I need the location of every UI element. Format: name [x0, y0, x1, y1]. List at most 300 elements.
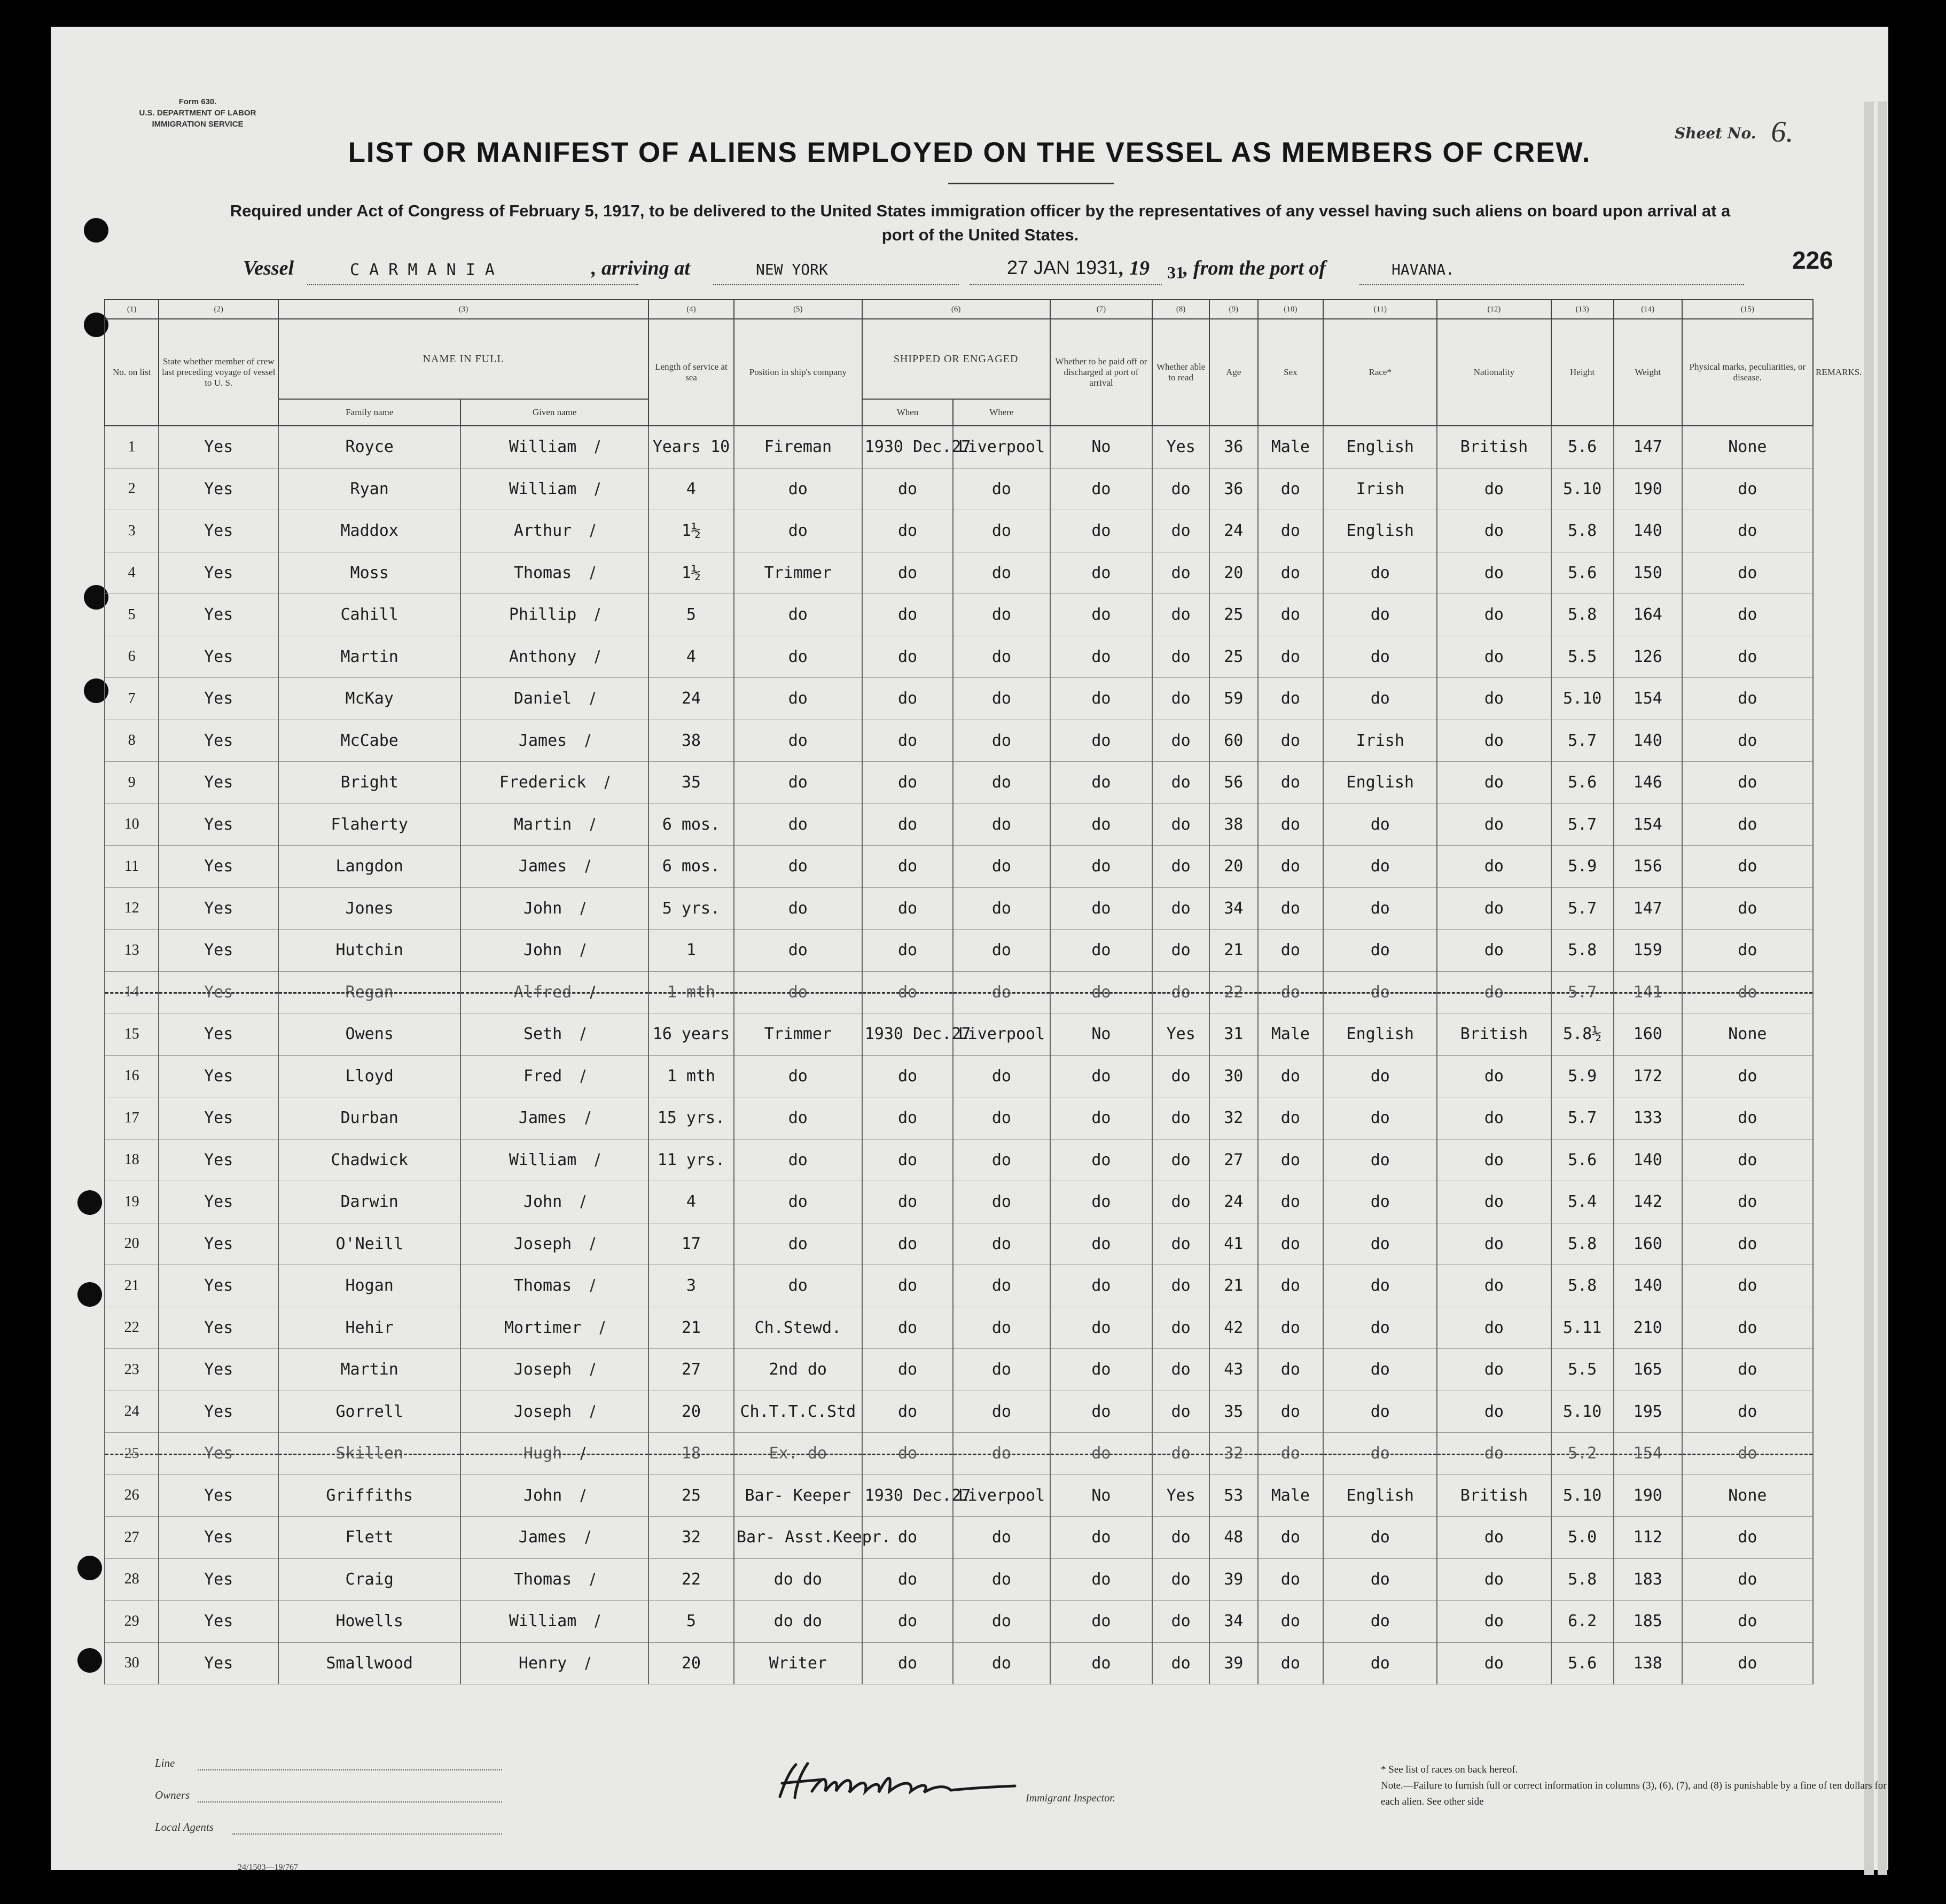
length-value: 6 mos.: [662, 857, 721, 876]
cell-family: [278, 1642, 460, 1684]
cell-family: [278, 636, 460, 678]
family-value: Gorrell: [335, 1402, 403, 1421]
line-label: Line: [155, 1757, 175, 1769]
cell-height: [1551, 1517, 1614, 1559]
cell-when: [862, 1181, 954, 1223]
cell-race: [1323, 1265, 1437, 1307]
cell-no: [105, 1223, 159, 1265]
cell-race: [1323, 1223, 1437, 1265]
age-value: 39: [1224, 1653, 1244, 1673]
cell-where: [953, 1055, 1050, 1097]
col-num: (6): [862, 300, 1050, 319]
nationality-value: do: [1484, 521, 1504, 541]
weight-value: 150: [1633, 563, 1662, 582]
length-value: 5 yrs.: [662, 899, 721, 918]
family-value: O'Neill: [335, 1234, 403, 1253]
punch-hole: [77, 1648, 102, 1673]
check-mark-icon: ∕: [585, 731, 591, 750]
cell-position: [734, 678, 862, 720]
cell-where: [953, 426, 1050, 468]
col-num: (14): [1614, 300, 1682, 319]
no-value: 16: [124, 1067, 139, 1084]
state-value: Yes: [204, 815, 233, 834]
crew-row: [105, 1517, 1813, 1559]
cell-no: [105, 1013, 159, 1056]
column-number-row: [105, 300, 1813, 319]
nationality-value: do: [1484, 563, 1504, 582]
height-value: 5.0: [1568, 1528, 1597, 1547]
state-value: Yes: [204, 773, 233, 792]
cell-paid: [1050, 1642, 1153, 1684]
race-value: do: [1370, 1360, 1390, 1379]
state-value: Yes: [204, 1528, 233, 1547]
cell-race: [1323, 720, 1437, 762]
cell-race: [1323, 1558, 1437, 1601]
age-value: 34: [1224, 1612, 1244, 1631]
check-mark-icon: ∕: [580, 1066, 586, 1086]
cell-when: [862, 468, 954, 510]
cell-paid: [1050, 1097, 1153, 1140]
cell-sex: [1258, 1223, 1324, 1265]
cell-where: [953, 1391, 1050, 1433]
read-value: do: [1171, 1109, 1191, 1128]
given-value: Fred: [523, 1066, 562, 1086]
read-value: do: [1171, 563, 1191, 582]
physical-value: do: [1738, 647, 1757, 666]
cell-no: [105, 510, 159, 552]
weight-value: 140: [1633, 1276, 1662, 1296]
family-value: Moss: [350, 563, 389, 582]
cell-age: [1209, 930, 1258, 972]
cell-when: [862, 1433, 954, 1475]
header-physical-marks: Physical marks, peculiarities, or disease.: [1682, 319, 1813, 426]
nationality-value: do: [1484, 1150, 1504, 1169]
cell-weight: [1614, 1223, 1682, 1265]
cell-where: [953, 1181, 1050, 1223]
cell-sex: [1258, 1307, 1324, 1349]
state-value: Yes: [204, 605, 233, 625]
check-mark-icon: ∕: [580, 1192, 586, 1212]
cell-given: [460, 930, 648, 972]
cell-when: [862, 1391, 954, 1433]
length-value: 1 mth: [667, 982, 716, 1002]
cell-given: [460, 1181, 648, 1223]
cell-race: [1323, 971, 1437, 1013]
cell-race: [1323, 887, 1437, 930]
cell-when: [862, 1474, 971, 1517]
weight-value: 160: [1633, 1234, 1662, 1253]
read-value: do: [1171, 1360, 1191, 1379]
cell-height: [1551, 803, 1614, 846]
cell-position: [734, 1055, 862, 1097]
family-value: Hogan: [345, 1276, 394, 1296]
cell-read: [1152, 1349, 1209, 1391]
cell-nationality: [1437, 636, 1551, 678]
cell-physical: [1682, 887, 1813, 930]
state-value: Yes: [204, 1234, 233, 1253]
physical-value: None: [1728, 1486, 1767, 1505]
crew-row: [105, 552, 1813, 594]
no-value: 19: [124, 1193, 139, 1210]
length-value: 3: [686, 1276, 696, 1296]
length-value: 22: [681, 1570, 701, 1589]
footer-notes: [1381, 1762, 1888, 1810]
crew-row: [105, 1139, 1813, 1181]
cell-nationality: [1437, 1139, 1551, 1181]
cell-race: [1323, 468, 1437, 510]
length-value: 1 mth: [667, 1066, 716, 1086]
cell-height: [1551, 762, 1614, 804]
when-value: do: [897, 1109, 918, 1128]
cell-race: [1323, 594, 1437, 636]
cell-read: [1152, 930, 1209, 972]
where-value: do: [991, 563, 1011, 582]
nationality-value: do: [1484, 1612, 1504, 1631]
no-value: 13: [124, 941, 139, 958]
where-value: do: [991, 1066, 1011, 1086]
position-value: do: [788, 1192, 808, 1212]
cell-given: [460, 552, 648, 594]
cell-nationality: [1437, 1307, 1551, 1349]
cell-no: [105, 1097, 159, 1140]
race-value: do: [1370, 1612, 1390, 1631]
header-length-of-service: Length of service at sea: [648, 319, 734, 426]
weight-value: 164: [1633, 605, 1662, 625]
cell-age: [1209, 1223, 1258, 1265]
family-value: McCabe: [340, 731, 398, 750]
cell-race: [1323, 1517, 1437, 1559]
given-value: William: [509, 1150, 577, 1169]
cell-nationality: [1437, 1223, 1551, 1265]
sex-value: do: [1280, 1444, 1300, 1463]
cell-weight: [1614, 678, 1682, 720]
cell-state: [159, 1307, 278, 1349]
cell-weight: [1614, 930, 1682, 972]
when-value: do: [897, 773, 918, 792]
cell-paid: [1050, 720, 1153, 762]
cell-read: [1152, 1223, 1209, 1265]
cell-family: [278, 1601, 460, 1643]
cell-state: [159, 1139, 278, 1181]
nationality-value: British: [1460, 1025, 1528, 1044]
cell-no: [105, 1642, 159, 1684]
cell-when: [862, 803, 954, 846]
position-value: do: [788, 815, 808, 834]
cell-race: [1323, 803, 1437, 846]
col-num: (11): [1323, 300, 1437, 319]
cell-given: [460, 1097, 648, 1140]
cell-state: [159, 1055, 278, 1097]
punch-hole: [77, 1282, 102, 1307]
sex-value: do: [1280, 1360, 1300, 1379]
cell-no: [105, 636, 159, 678]
cell-age: [1209, 1474, 1258, 1517]
cell-physical: [1682, 1517, 1813, 1559]
cell-where: [953, 1013, 1050, 1056]
cell-height: [1551, 1013, 1614, 1056]
cell-state: [159, 930, 278, 972]
cell-state: [159, 1391, 278, 1433]
race-value: do: [1370, 1653, 1390, 1673]
read-value: do: [1171, 815, 1191, 834]
state-value: Yes: [204, 1066, 233, 1086]
header-age: Age: [1209, 319, 1258, 426]
cell-given: [460, 678, 648, 720]
state-value: Yes: [204, 1025, 233, 1044]
check-mark-icon: ∕: [590, 1360, 596, 1379]
weight-value: 190: [1633, 479, 1662, 498]
family-value: Bright: [340, 773, 398, 792]
position-value: Fireman: [764, 438, 832, 457]
paid-value: do: [1091, 1150, 1111, 1169]
family-value: Maddox: [340, 521, 398, 541]
read-value: Yes: [1166, 1486, 1195, 1505]
cell-no: [105, 426, 159, 468]
sex-value: do: [1280, 1276, 1300, 1296]
cell-paid: [1050, 1223, 1153, 1265]
cell-family: [278, 678, 460, 720]
family-value: Craig: [345, 1570, 394, 1589]
position-value: do: [788, 982, 808, 1002]
cell-paid: [1050, 1433, 1153, 1475]
race-value: do: [1370, 857, 1390, 876]
cell-weight: [1614, 1055, 1682, 1097]
height-value: 5.6: [1568, 773, 1597, 792]
state-value: Yes: [204, 521, 233, 541]
height-value: 5.10: [1563, 1486, 1602, 1505]
length-value: 1: [686, 941, 696, 960]
crew-row: [105, 803, 1813, 846]
paid-value: do: [1091, 1192, 1111, 1212]
cell-race: [1323, 1055, 1437, 1097]
cell-no: [105, 762, 159, 804]
race-value: English: [1346, 521, 1414, 541]
nationality-value: do: [1484, 1653, 1504, 1673]
age-value: 59: [1224, 689, 1244, 708]
when-value: do: [897, 899, 918, 918]
cell-nationality: [1437, 971, 1551, 1013]
cell-paid: [1050, 636, 1153, 678]
form-code: 24/1503—19/767: [238, 1863, 298, 1872]
cell-when: [862, 1223, 954, 1265]
cell-sex: [1258, 971, 1324, 1013]
cell-age: [1209, 1642, 1258, 1684]
read-value: do: [1171, 1066, 1191, 1086]
cell-physical: [1682, 803, 1813, 846]
cell-length: [648, 1265, 734, 1307]
cell-height: [1551, 1139, 1614, 1181]
col-num: (8): [1152, 300, 1209, 319]
cell-weight: [1614, 1181, 1682, 1223]
position-value: Trimmer: [764, 563, 832, 582]
cell-length: [648, 510, 734, 552]
where-value: do: [991, 1528, 1011, 1547]
state-value: Yes: [204, 941, 233, 960]
race-value: Irish: [1356, 479, 1404, 498]
crew-row: [105, 1265, 1813, 1307]
sex-value: do: [1280, 689, 1300, 708]
cell-race: [1323, 426, 1437, 468]
when-value: do: [897, 1528, 918, 1547]
col-num: (9): [1209, 300, 1258, 319]
cell-weight: [1614, 1349, 1682, 1391]
cell-weight: [1614, 510, 1682, 552]
age-value: 32: [1224, 1444, 1244, 1463]
nationality-value: do: [1484, 857, 1504, 876]
from-port-label: , from the port of: [1183, 257, 1326, 279]
sex-value: do: [1280, 1402, 1300, 1421]
position-value: do: [788, 1234, 808, 1253]
cell-position: [734, 1391, 862, 1433]
no-value: 24: [124, 1403, 139, 1420]
given-value: Joseph: [513, 1402, 572, 1421]
sex-value: do: [1280, 1066, 1300, 1086]
where-value: do: [991, 773, 1011, 792]
cell-given: [460, 636, 648, 678]
paid-value: do: [1091, 1318, 1111, 1337]
position-value: do do: [773, 1612, 822, 1631]
crew-row: [105, 1391, 1813, 1433]
paid-value: do: [1091, 1066, 1111, 1086]
cell-physical: [1682, 1558, 1813, 1601]
cell-state: [159, 1517, 278, 1559]
race-value: do: [1370, 1066, 1390, 1086]
cell-physical: [1682, 594, 1813, 636]
race-note: * See list of races on back hereof.: [1381, 1764, 1518, 1775]
cell-sex: [1258, 803, 1324, 846]
age-value: 35: [1224, 1402, 1244, 1421]
cell-age: [1209, 887, 1258, 930]
cell-no: [105, 930, 159, 972]
cell-when: [862, 678, 954, 720]
physical-value: do: [1738, 941, 1757, 960]
state-value: Yes: [204, 1276, 233, 1296]
cell-height: [1551, 846, 1614, 888]
paid-value: do: [1091, 689, 1111, 708]
cell-read: [1152, 1474, 1209, 1517]
physical-value: do: [1738, 1276, 1757, 1296]
cell-read: [1152, 720, 1209, 762]
check-mark-icon: ∕: [590, 982, 596, 1002]
cell-race: [1323, 678, 1437, 720]
family-value: Chadwick: [331, 1150, 408, 1169]
vessel-line: [51, 256, 1888, 288]
cell-read: [1152, 594, 1209, 636]
local-agents-label: Local Agents: [155, 1821, 214, 1833]
cell-family: [278, 1433, 460, 1475]
age-value: 20: [1224, 563, 1244, 582]
cell-age: [1209, 1391, 1258, 1433]
cell-where: [953, 1601, 1050, 1643]
cell-paid: [1050, 468, 1153, 510]
sex-value: do: [1280, 815, 1300, 834]
weight-value: 154: [1633, 1444, 1662, 1463]
cell-nationality: [1437, 1181, 1551, 1223]
given-value: Anthony: [509, 647, 577, 666]
cell-paid: [1050, 1055, 1153, 1097]
length-value: 1½: [681, 563, 701, 582]
sex-value: do: [1280, 773, 1300, 792]
state-value: Yes: [204, 1444, 233, 1463]
sex-value: Male: [1271, 438, 1310, 457]
cell-nationality: [1437, 1055, 1551, 1097]
given-value: John: [523, 899, 562, 918]
height-value: 5.6: [1568, 563, 1597, 582]
cell-paid: [1050, 1265, 1153, 1307]
cell-position: [734, 803, 862, 846]
cell-weight: [1614, 762, 1682, 804]
cell-no: [105, 1433, 159, 1475]
cell-length: [648, 678, 734, 720]
cell-sex: [1258, 1391, 1324, 1433]
cell-length: [648, 1474, 734, 1517]
cell-where: [953, 1265, 1050, 1307]
given-value: Thomas: [513, 563, 572, 582]
length-value: 38: [681, 731, 701, 750]
where-value: do: [991, 1192, 1011, 1212]
sex-value: do: [1280, 1109, 1300, 1128]
cell-read: [1152, 1601, 1209, 1643]
cell-weight: [1614, 1013, 1682, 1056]
cell-weight: [1614, 887, 1682, 930]
age-value: 39: [1224, 1570, 1244, 1589]
cell-age: [1209, 762, 1258, 804]
given-value: Hugh: [523, 1444, 562, 1463]
paid-value: do: [1091, 982, 1111, 1002]
nationality-value: British: [1460, 438, 1528, 457]
cell-weight: [1614, 636, 1682, 678]
cell-height: [1551, 887, 1614, 930]
cell-age: [1209, 846, 1258, 888]
page-number: 226: [1792, 246, 1833, 274]
cell-paid: [1050, 594, 1153, 636]
nationality-value: do: [1484, 1360, 1504, 1379]
cell-physical: [1682, 762, 1813, 804]
where-value: do: [991, 1150, 1011, 1169]
cell-given: [460, 803, 648, 846]
read-value: do: [1171, 731, 1191, 750]
given-value: Alfred: [513, 982, 572, 1002]
cell-state: [159, 510, 278, 552]
race-value: English: [1346, 773, 1414, 792]
paid-value: do: [1091, 1276, 1111, 1296]
length-value: 15 yrs.: [657, 1109, 725, 1128]
weight-value: 141: [1633, 982, 1662, 1002]
cell-sex: [1258, 678, 1324, 720]
cell-position: [734, 1601, 862, 1643]
cell-paid: [1050, 803, 1153, 846]
cell-position: [734, 1558, 862, 1601]
state-value: Yes: [204, 647, 233, 666]
crew-row: [105, 426, 1813, 468]
cell-length: [648, 1055, 734, 1097]
cell-no: [105, 1139, 159, 1181]
cell-height: [1551, 594, 1614, 636]
cell-weight: [1614, 1433, 1682, 1475]
cell-family: [278, 1181, 460, 1223]
cell-position: [734, 1223, 862, 1265]
height-value: 5.8: [1568, 521, 1597, 541]
cell-physical: [1682, 1097, 1813, 1140]
when-value: do: [897, 1360, 918, 1379]
cell-sex: [1258, 930, 1324, 972]
crew-row: [105, 720, 1813, 762]
cell-nationality: [1437, 762, 1551, 804]
when-value: do: [897, 1318, 918, 1337]
weight-value: 140: [1633, 1150, 1662, 1169]
cell-position: [734, 1307, 862, 1349]
cell-nationality: [1437, 426, 1551, 468]
